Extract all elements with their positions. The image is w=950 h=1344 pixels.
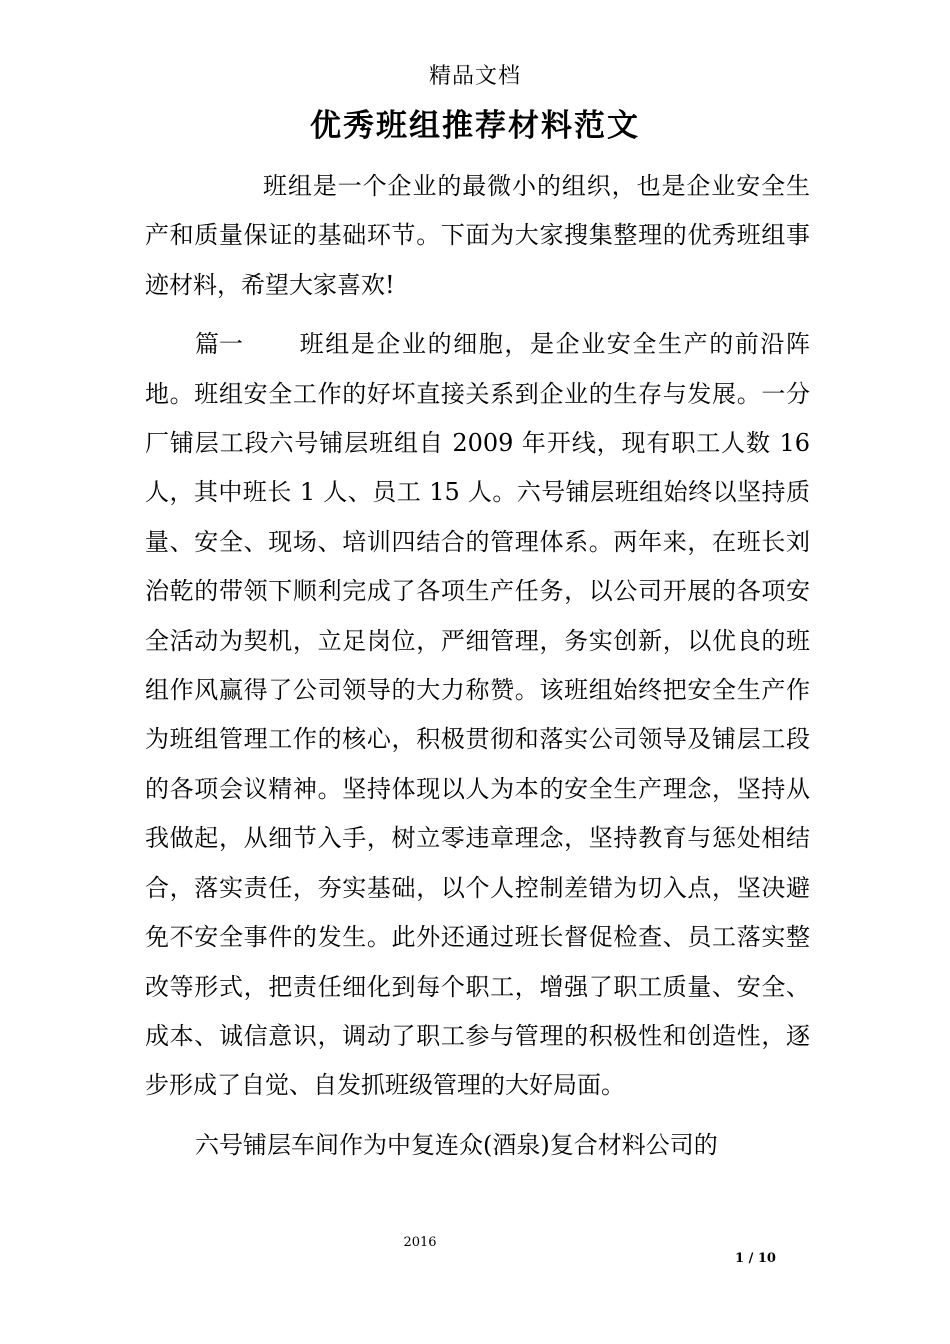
intro-paragraph: 班组是一个企业的最微小的组织，也是企业安全生产和质量保证的基础环节。下面为大家搜集整理的优秀班组事迹材料，希望大家喜欢! bbox=[145, 172, 810, 299]
section-1-paragraph bbox=[145, 320, 810, 1111]
paragraph-3: 六号铺层车间作为中复连众(酒泉)复合材料公司的 bbox=[195, 1130, 718, 1159]
section-1-text: 班组是企业的细胞，是企业安全生产的前沿阵地。班组安全工作的好坏直接关系到企业的生存与发展。一分厂铺层工段六号铺层班组自 2009 年开线，现有职工人数 16 人，其中班长 1 人、员工 15 人。六号铺层班组始终以坚持质量、安全、现场、培训四结合的管理体系。两年来，在班长刘治乾的带领下顺利完成了各项生产任务，以公司开展的各项安全活动为契机，立足岗位，严细管理，务实创新，以优良的班组作风赢得了公司领导的大力称赞。该班组始终把安全生产作为班组管理工作的核心，积极贯彻和落实公司领导及铺层工段的各项会议精神。坚持体现以人为本的安全生产理念，坚持从我做起，从细节入手，树立零违章理念，坚持教育与惩处相结合，落实责任，夯实基础，以个人控制差错为切入点，坚决避免不安全事件的发生。此外还通过班长督促检查、员工落实整改等形式，把责任细化到每个职工，增强了职工质量、安全、成本、诚信意识，调动了职工参与管理的积极性和创造性，逐步形成了自觉、自发抓班级管理的大好局面。 bbox=[145, 330, 810, 1100]
header-label: 精品文档 bbox=[428, 64, 521, 89]
page-number: 1 / 10 bbox=[735, 1251, 776, 1266]
footer-year: 2016 bbox=[403, 1235, 437, 1250]
document-body bbox=[145, 162, 810, 1170]
section-marker: 篇一 bbox=[195, 330, 243, 359]
document-title: 优秀班组推荐材料范文 bbox=[310, 108, 640, 144]
